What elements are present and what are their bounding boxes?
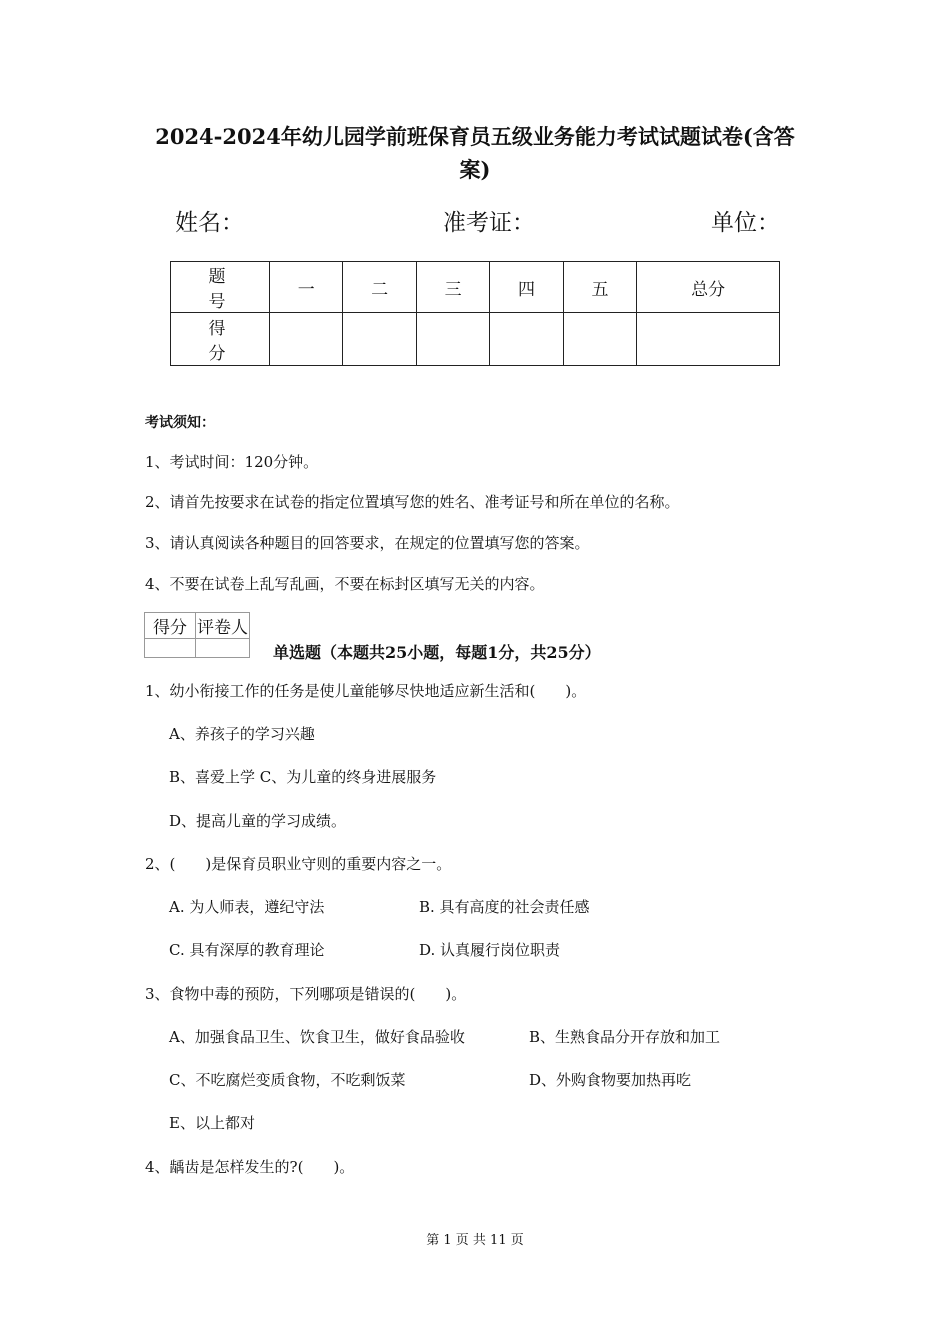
question-3-stem: 3、食物中毒的预防，下列哪项是错误的( )。 [145,985,467,1003]
question-1-option-d: D、提高儿童的学习成绩。 [169,812,347,830]
question-3-option-c: C、不吃腐烂变质食物，不吃剩饭菜 [169,1071,406,1089]
grader-box [144,612,250,658]
score-cell-5 [563,313,636,366]
title-line-2: 案) [459,157,491,182]
score-table-col-2: 二 [343,262,416,313]
question-2-option-b: B. 具有高度的社会责任感 [419,898,590,916]
grader-reviewer-label: 评卷人 [196,613,250,639]
grader-box-fill-row [145,639,250,658]
score-table-col-3: 三 [416,262,489,313]
question-2-option-d: D. 认真履行岗位职责 [419,941,561,959]
score-table-col-4: 四 [490,262,563,313]
name-label: 姓名： [175,210,244,236]
score-cell-1 [270,313,343,366]
question-3-option-b: B、生熟食品分开存放和加工 [529,1028,721,1046]
notice-item-1: 1、考试时间：120分钟。 [145,453,319,471]
section-title: 单选题（本题共25小题，每题1分，共25分） [273,643,601,662]
question-3-option-e: E、以上都对 [169,1114,255,1132]
notice-item-2: 2、请首先按要求在试卷的指定位置填写您的姓名、准考证号和所在单位的名称。 [145,493,680,511]
grader-score-label: 得分 [145,613,196,639]
question-2-option-a: A. 为人师表，遵纪守法 [169,898,325,916]
notice-heading: 考试须知： [145,415,215,431]
notice-item-4: 4、不要在试卷上乱写乱画，不要在标封区填写无关的内容。 [145,575,545,593]
question-1-option-bc: B、喜爱上学 C、为儿童的终身进展服务 [169,768,437,786]
score-cell-3 [416,313,489,366]
candidate-info-row [175,204,780,238]
score-table-header-label: 题 号 [171,262,270,313]
score-table-header-row [171,262,780,313]
question-2-option-c: C. 具有深厚的教育理论 [169,941,325,959]
score-table-score-label: 得 分 [171,313,270,366]
grader-score-cell [145,639,196,658]
score-table-col-total: 总分 [637,262,780,313]
question-3-option-a: A、加强食品卫生、饮食卫生，做好食品验收 [169,1028,465,1046]
score-cell-total [637,313,780,366]
question-3-option-d: D、外购食物要加热再吃 [529,1071,692,1089]
question-1-option-a: A、养孩子的学习兴趣 [169,725,315,743]
question-4-stem: 4、龋齿是怎样发生的?( )。 [145,1158,355,1176]
question-2-stem: 2、( )是保育员职业守则的重要内容之一。 [145,855,452,873]
score-table-score-row [171,313,780,366]
unit-label: 单位： [711,210,780,236]
grader-box-header [145,613,250,639]
grader-reviewer-cell [196,639,250,658]
exam-title [120,120,830,186]
score-table-col-1: 一 [270,262,343,313]
score-cell-4 [490,313,563,366]
title-line-1: 2024-2024年幼儿园学前班保育员五级业务能力考试试题试卷(含答 [155,124,795,149]
score-cell-2 [343,313,416,366]
score-table-col-5: 五 [563,262,636,313]
notice-item-3: 3、请认真阅读各种题目的回答要求，在规定的位置填写您的答案。 [145,534,590,552]
question-1-stem: 1、幼小衔接工作的任务是使儿童能够尽快地适应新生活和( )。 [145,682,587,700]
exam-id-label: 准考证： [443,210,535,236]
page-footer: 第 1 页 共 11 页 [426,1233,524,1248]
score-table [170,261,780,366]
